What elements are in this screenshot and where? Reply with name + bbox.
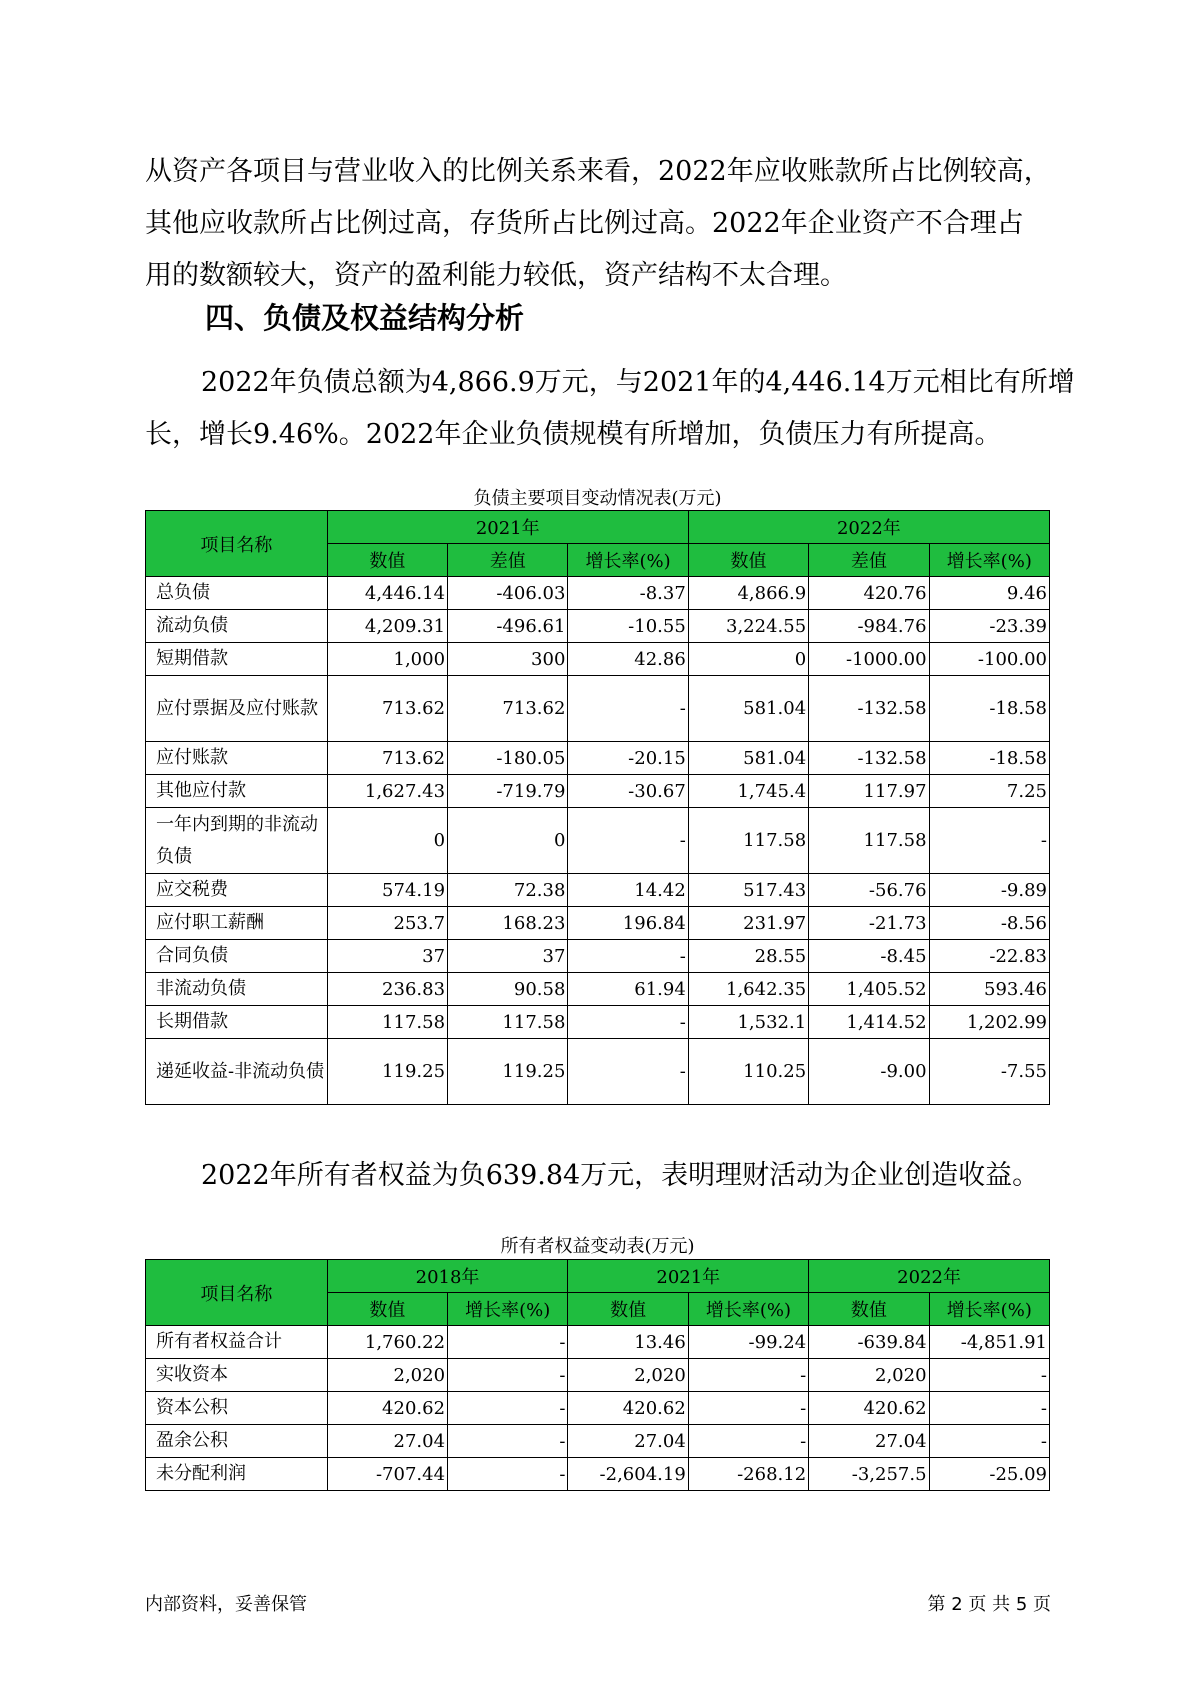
table-cell: - [568, 1006, 688, 1039]
table-row [146, 676, 1050, 742]
row-label: 实收资本 [146, 1359, 328, 1392]
row-label: 一年内到期的非流动负债 [146, 808, 328, 874]
liabilities-table [145, 510, 1050, 1105]
table-cell: 90.58 [448, 973, 568, 1006]
intro-line: 其他应收款所占比例过高，存货所占比例过高。2022年企业资产不合理占 [145, 208, 1024, 239]
intro-paragraph [145, 146, 1050, 302]
table-cell: 27.04 [568, 1425, 688, 1458]
table2-year-header: 2018年 [327, 1260, 568, 1293]
table-cell: 1,202.99 [929, 1006, 1049, 1039]
table-cell: -99.24 [688, 1326, 808, 1359]
table-cell: 42.86 [568, 643, 688, 676]
row-label: 所有者权益合计 [146, 1326, 328, 1359]
table-row [146, 1039, 1050, 1105]
table-cell: 110.25 [688, 1039, 808, 1105]
table-cell: 236.83 [327, 973, 447, 1006]
table-cell: - [688, 1392, 808, 1425]
table-cell: 119.25 [448, 1039, 568, 1105]
table-cell: -7.55 [929, 1039, 1049, 1105]
row-label: 合同负债 [146, 940, 328, 973]
table-cell: 593.46 [929, 973, 1049, 1006]
table-cell: -10.55 [568, 610, 688, 643]
table1-subheader: 增长率(%) [568, 544, 688, 577]
table-row [146, 1326, 1050, 1359]
table-cell: 196.84 [568, 907, 688, 940]
row-label: 长期借款 [146, 1006, 328, 1039]
table-cell: 117.58 [688, 808, 808, 874]
table1-name-header: 项目名称 [146, 511, 328, 577]
table-cell: -25.09 [929, 1458, 1049, 1491]
table-cell: 14.42 [568, 874, 688, 907]
table2-subheader: 增长率(%) [688, 1293, 808, 1326]
table-cell: -18.58 [929, 676, 1049, 742]
table-cell: 581.04 [688, 676, 808, 742]
table-cell: -9.00 [809, 1039, 929, 1105]
table-cell: -4,851.91 [929, 1326, 1049, 1359]
table-cell: - [448, 1392, 568, 1425]
table-cell: - [688, 1359, 808, 1392]
row-label: 递延收益-非流动负债 [146, 1039, 328, 1105]
table-cell: 27.04 [809, 1425, 929, 1458]
table2-year-header: 2022年 [809, 1260, 1050, 1293]
table-cell: 117.58 [327, 1006, 447, 1039]
table-cell: 420.76 [809, 577, 929, 610]
table-cell: 0 [448, 808, 568, 874]
table-cell: 713.62 [448, 676, 568, 742]
table-row [146, 1425, 1050, 1458]
table-cell: -8.37 [568, 577, 688, 610]
table1-subheader: 差值 [448, 544, 568, 577]
table-cell: -406.03 [448, 577, 568, 610]
table-row [146, 1006, 1050, 1039]
table-cell: 2,020 [568, 1359, 688, 1392]
table-cell: - [688, 1425, 808, 1458]
table-cell: -496.61 [448, 610, 568, 643]
table-cell: - [929, 808, 1049, 874]
table-row [146, 907, 1050, 940]
table2-subheader: 数值 [568, 1293, 688, 1326]
table-cell: -2,604.19 [568, 1458, 688, 1491]
table-cell: 253.7 [327, 907, 447, 940]
table1-year-header: 2022年 [688, 511, 1049, 544]
table-cell: 713.62 [327, 676, 447, 742]
debt-paragraph [145, 357, 1075, 461]
table-cell: -268.12 [688, 1458, 808, 1491]
table2-body [146, 1326, 1050, 1491]
table-cell: 27.04 [327, 1425, 447, 1458]
table-cell: 420.62 [568, 1392, 688, 1425]
table-cell: 117.58 [448, 1006, 568, 1039]
table-cell: -20.15 [568, 742, 688, 775]
table1-subheader: 增长率(%) [929, 544, 1049, 577]
row-label: 应交税费 [146, 874, 328, 907]
table2-subheader: 数值 [327, 1293, 447, 1326]
table-cell: 713.62 [327, 742, 447, 775]
debt-line: 2022年负债总额为4,866.9万元，与2021年的4,446.14万元相比有所增 [201, 367, 1075, 398]
table-cell: - [929, 1392, 1049, 1425]
intro-line: 用的数额较大，资产的盈利能力较低，资产结构不太合理。 [145, 260, 847, 291]
table2-name-header: 项目名称 [146, 1260, 328, 1326]
table2-year-header: 2021年 [568, 1260, 809, 1293]
table-row [146, 577, 1050, 610]
debt-line: 长，增长9.46%。2022年企业负债规模有所增加，负债压力有所提高。 [145, 419, 1002, 450]
table-cell: 1,760.22 [327, 1326, 447, 1359]
table-cell: - [448, 1425, 568, 1458]
row-label: 非流动负债 [146, 973, 328, 1006]
row-label: 未分配利润 [146, 1458, 328, 1491]
table-row [146, 1392, 1050, 1425]
table-cell: 3,224.55 [688, 610, 808, 643]
table-row [146, 1458, 1050, 1491]
table-cell: 1,745.4 [688, 775, 808, 808]
table-cell: 0 [688, 643, 808, 676]
table-row [146, 808, 1050, 874]
table-row [146, 973, 1050, 1006]
row-label: 短期借款 [146, 643, 328, 676]
table1-caption: 负债主要项目变动情况表(万元) [473, 488, 722, 509]
row-label: 总负债 [146, 577, 328, 610]
row-label: 资本公积 [146, 1392, 328, 1425]
table-cell: 574.19 [327, 874, 447, 907]
table-cell: - [448, 1458, 568, 1491]
table-cell: 1,405.52 [809, 973, 929, 1006]
table-cell: 4,209.31 [327, 610, 447, 643]
table-cell: 4,446.14 [327, 577, 447, 610]
table-cell: - [568, 676, 688, 742]
table2-subheader: 数值 [809, 1293, 929, 1326]
table1-year-header: 2021年 [327, 511, 688, 544]
table-cell: 7.25 [929, 775, 1049, 808]
equity-table [145, 1259, 1050, 1491]
table-cell: 2,020 [327, 1359, 447, 1392]
table-cell: - [568, 940, 688, 973]
table-cell: -719.79 [448, 775, 568, 808]
table-cell: -1000.00 [809, 643, 929, 676]
row-label: 流动负债 [146, 610, 328, 643]
table-cell: -639.84 [809, 1326, 929, 1359]
table-cell: - [568, 808, 688, 874]
table-row [146, 775, 1050, 808]
equity-line: 2022年所有者权益为负639.84万元，表明理财活动为企业创造收益。 [201, 1160, 1040, 1191]
table-cell: 1,414.52 [809, 1006, 929, 1039]
row-label: 应付账款 [146, 742, 328, 775]
table-cell: 37 [327, 940, 447, 973]
table-row [146, 874, 1050, 907]
table1-subheader: 数值 [688, 544, 808, 577]
table-cell: -21.73 [809, 907, 929, 940]
table-cell: -132.58 [809, 742, 929, 775]
table-cell: 37 [448, 940, 568, 973]
footer-confidential-note: 内部资料，妥善保管 [145, 1594, 307, 1615]
table-row [146, 742, 1050, 775]
intro-line: 从资产各项目与营业收入的比例关系来看，2022年应收账款所占比例较高， [145, 156, 1051, 187]
table-cell: -23.39 [929, 610, 1049, 643]
table-cell: 117.97 [809, 775, 929, 808]
table-cell: 1,000 [327, 643, 447, 676]
table-cell: 72.38 [448, 874, 568, 907]
table1-body [146, 577, 1050, 1105]
table-cell: - [568, 1039, 688, 1105]
table-cell: - [929, 1359, 1049, 1392]
table-cell: -180.05 [448, 742, 568, 775]
row-label: 盈余公积 [146, 1425, 328, 1458]
table-cell: 2,020 [809, 1359, 929, 1392]
table-cell: - [929, 1425, 1049, 1458]
table-cell: - [448, 1326, 568, 1359]
table-cell: 1,627.43 [327, 775, 447, 808]
table-cell: -3,257.5 [809, 1458, 929, 1491]
table-cell: 420.62 [327, 1392, 447, 1425]
table-cell: 13.46 [568, 1326, 688, 1359]
table-cell: 1,532.1 [688, 1006, 808, 1039]
table-cell: - [448, 1359, 568, 1392]
table-cell: 420.62 [809, 1392, 929, 1425]
table-cell: -8.56 [929, 907, 1049, 940]
table-cell: 0 [327, 808, 447, 874]
section-heading: 四、负债及权益结构分析 [205, 301, 525, 335]
table-row [146, 643, 1050, 676]
table-row [146, 940, 1050, 973]
table-cell: 168.23 [448, 907, 568, 940]
table-cell: -100.00 [929, 643, 1049, 676]
table-cell: -132.58 [809, 676, 929, 742]
footer-page-number: 第 2 页 共 5 页 [927, 1594, 1051, 1615]
table-cell: 61.94 [568, 973, 688, 1006]
table-cell: -8.45 [809, 940, 929, 973]
table-cell: -984.76 [809, 610, 929, 643]
table-cell: 28.55 [688, 940, 808, 973]
row-label: 应付票据及应付账款 [146, 676, 328, 742]
equity-paragraph [145, 1150, 1050, 1202]
table-cell: -18.58 [929, 742, 1049, 775]
table-cell: 581.04 [688, 742, 808, 775]
table-row [146, 1359, 1050, 1392]
table-cell: 4,866.9 [688, 577, 808, 610]
table-cell: 9.46 [929, 577, 1049, 610]
row-label: 其他应付款 [146, 775, 328, 808]
table-cell: 119.25 [327, 1039, 447, 1105]
table1-subheader: 数值 [327, 544, 447, 577]
table2-subheader: 增长率(%) [929, 1293, 1049, 1326]
table-cell: -22.83 [929, 940, 1049, 973]
table-cell: -56.76 [809, 874, 929, 907]
table-cell: -9.89 [929, 874, 1049, 907]
table2-subheader: 增长率(%) [448, 1293, 568, 1326]
table-cell: 117.58 [809, 808, 929, 874]
table-cell: -30.67 [568, 775, 688, 808]
table-cell: 231.97 [688, 907, 808, 940]
table-row [146, 610, 1050, 643]
table1-subheader: 差值 [809, 544, 929, 577]
table-cell: -707.44 [327, 1458, 447, 1491]
row-label: 应付职工薪酬 [146, 907, 328, 940]
table-cell: 1,642.35 [688, 973, 808, 1006]
table-cell: 300 [448, 643, 568, 676]
table-cell: 517.43 [688, 874, 808, 907]
table2-caption: 所有者权益变动表(万元) [500, 1236, 695, 1257]
